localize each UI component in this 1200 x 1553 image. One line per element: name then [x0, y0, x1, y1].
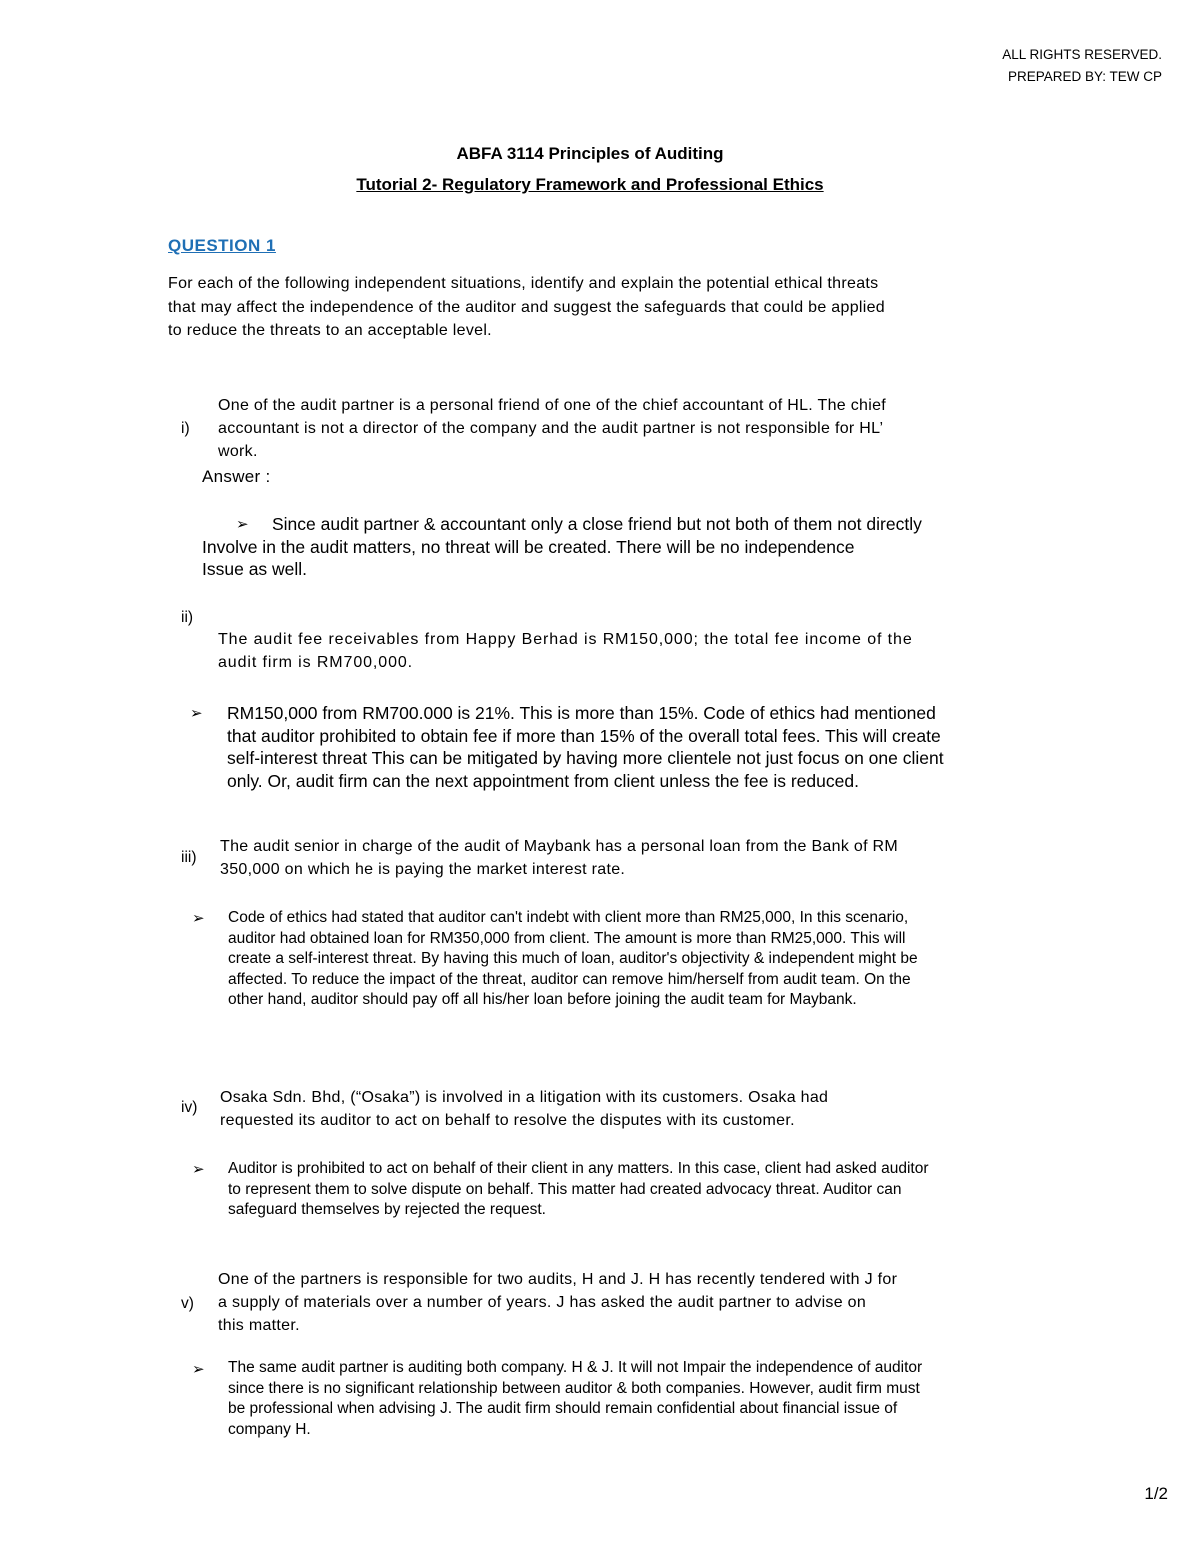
answer-label: Answer : — [202, 467, 271, 486]
item-answer — [202, 513, 1062, 581]
answer-line: Auditor is prohibited to act on behalf of their client in any matters. In this case, client had asked auditor — [228, 1160, 929, 1177]
item-answer — [227, 702, 1047, 792]
document-subtitle: Tutorial 2- Regulatory Framework and Professional Ethics — [356, 175, 824, 194]
answer-line: Involve in the audit matters, no threat will be created. There will be no independence — [202, 536, 855, 557]
question-line: The audit senior in charge of the audit of Maybank has a personal loan from the Bank of RM — [220, 838, 899, 855]
item-answer — [228, 1358, 1048, 1440]
answer-line: affected. To reduce the impact of the threat, auditor can remove him/herself from audit team. On the — [228, 970, 911, 988]
item-answer — [228, 1159, 1048, 1221]
document-title: ABFA 3114 Principles of Auditing — [456, 144, 724, 163]
answer-line: create a self-interest threat. By having this much of loan, auditor's objectivity & independent might be — [228, 950, 918, 967]
answer-line: Since audit partner & accountant only a close friend but not both of them not directly — [272, 514, 922, 534]
answer-line: RM150,000 from RM700.000 is 21%. This is more than 15%. Code of ethics had mentioned — [227, 703, 936, 723]
bullet-arrow-icon: ➢ — [236, 516, 249, 533]
item-answer — [228, 908, 1048, 1011]
answer-line: The same audit partner is auditing both company. H & J. It will not Impair the independence of auditor — [228, 1359, 923, 1376]
answer-line: Issue as well. — [202, 559, 308, 579]
question-line: accountant is not a director of the company and the audit partner is not responsible for HL’ — [218, 420, 884, 437]
answer-line: to represent them to solve dispute on behalf. This matter had created advocacy threat. Auditor can — [228, 1180, 902, 1198]
item-number: iii) — [181, 849, 197, 866]
bullet-arrow-icon: ➢ — [192, 910, 205, 927]
item-number: iv) — [181, 1099, 198, 1116]
item-number: i) — [181, 420, 190, 437]
question-line: work. — [218, 443, 258, 460]
question-line: The audit fee receivables from Happy Berhad is RM150,000; the total fee income of the — [218, 631, 913, 648]
question-line: audit firm is RM700,000. — [218, 654, 414, 671]
item-question — [218, 394, 1048, 463]
question-line: a supply of materials over a number of years. J has asked the audit partner to advise on — [218, 1294, 867, 1311]
page-number: 1/2 — [1144, 1484, 1168, 1503]
answer-line: that auditor prohibited to obtain fee if more than 15% of the overall total fees. This will create — [227, 725, 941, 746]
intro-line: that may affect the independence of the auditor and suggest the safeguards that could be applied — [168, 298, 886, 316]
question-line: One of the audit partner is a personal friend of one of the chief accountant of HL. The chief — [218, 397, 887, 414]
answer-line: self-interest threat This can be mitigated by having more clientele not just focus on one client — [227, 748, 944, 768]
rights-reserved-text: ALL RIGHTS RESERVED. — [1002, 47, 1162, 62]
bullet-arrow-icon: ➢ — [192, 1361, 205, 1378]
answer-line: safeguard themselves by rejected the request. — [228, 1201, 546, 1218]
intro-line: to reduce the threats to an acceptable level. — [168, 322, 492, 339]
question-heading: QUESTION 1 — [168, 236, 276, 255]
item-question — [220, 1086, 1050, 1132]
answer-line: other hand, auditor should pay off all his/her loan before joining the audit team for Maybank. — [228, 991, 857, 1008]
item-number: ii) — [181, 609, 194, 626]
item-question — [220, 835, 1050, 881]
answer-line: be professional when advising J. The audit firm should remain confidential about financial issue of — [228, 1400, 898, 1417]
item-question — [218, 628, 1048, 674]
answer-line: auditor had obtained loan for RM350,000 from client. The amount is more than RM25,000. This will — [228, 929, 906, 947]
item-number: v) — [181, 1295, 194, 1312]
item-question — [218, 1268, 1048, 1337]
answer-line: company H. — [228, 1420, 311, 1438]
question-line: 350,000 on which he is paying the market interest rate. — [220, 861, 626, 878]
prepared-by-text: PREPARED BY: TEW CP — [1007, 69, 1162, 84]
question-line: requested its auditor to act on behalf to resolve the disputes with its customer. — [220, 1112, 795, 1129]
answer-line: only. Or, audit firm can the next appointment from client unless the fee is reduced. — [227, 770, 859, 791]
bullet-arrow-icon: ➢ — [192, 1161, 205, 1178]
bullet-arrow-icon: ➢ — [190, 705, 203, 722]
question-intro — [168, 272, 1028, 343]
question-line: One of the partners is responsible for two audits, H and J. H has recently tendered with J for — [218, 1271, 898, 1288]
header-block — [1002, 44, 1162, 88]
question-line: this matter. — [218, 1317, 300, 1334]
answer-line: since there is no significant relationship between auditor & both companies. However, audit firm must — [228, 1379, 920, 1397]
answer-line: Code of ethics had stated that auditor can't indebt with client more than RM25,000, In this scenario, — [228, 909, 909, 926]
question-line: Osaka Sdn. Bhd, (“Osaka”) is involved in a litigation with its customers. Osaka had — [220, 1089, 829, 1106]
intro-line: For each of the following independent situations, identify and explain the potential ethical threats — [168, 275, 879, 292]
